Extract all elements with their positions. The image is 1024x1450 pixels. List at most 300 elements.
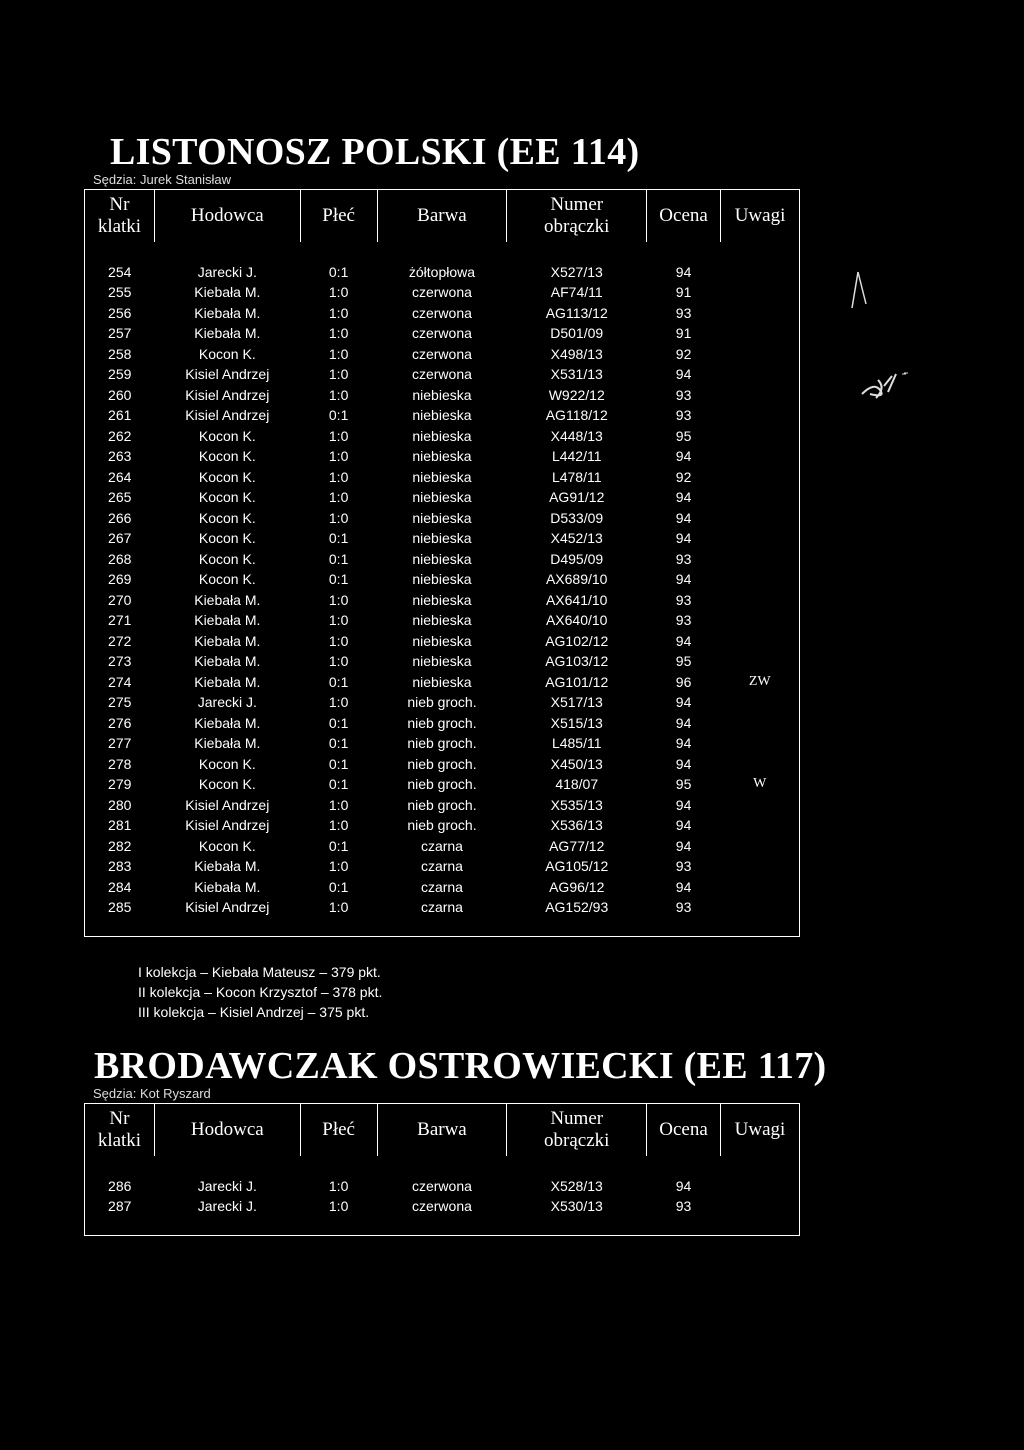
cell-numer: AG91/12 xyxy=(549,489,605,505)
cell-numer: X528/13 xyxy=(550,1177,603,1194)
cell-ocena: 96 xyxy=(675,673,692,690)
header-nr-line1: Nr xyxy=(109,1107,130,1129)
cell-barwa: niebieska xyxy=(412,612,472,628)
header-nr-line2: klatki xyxy=(97,215,142,237)
header-plec: Płeć xyxy=(300,1104,377,1156)
cell-nr: 273 xyxy=(108,653,132,669)
cell-ocena: 93 xyxy=(675,304,692,321)
cell-hodowca: Kocon K. xyxy=(198,448,256,464)
cell-uwagi xyxy=(721,856,800,877)
table-row xyxy=(85,836,800,857)
cell-uwagi xyxy=(721,487,800,508)
cell-barwa: czarna xyxy=(420,899,463,915)
table-row xyxy=(85,897,800,918)
cell-nr: 282 xyxy=(108,837,132,854)
cell-ocena: 93 xyxy=(675,550,692,567)
cell-nr: 287 xyxy=(108,1198,132,1214)
cell-hodowca: Kiebała M. xyxy=(194,632,261,649)
cell-nr: 280 xyxy=(108,796,132,813)
cell-numer: AG103/12 xyxy=(545,653,609,669)
cell-uwagi xyxy=(721,344,800,365)
table-row xyxy=(85,282,800,303)
table-row xyxy=(85,692,800,713)
cell-ocena: 93 xyxy=(675,407,692,423)
cell-barwa: niebieska xyxy=(412,407,472,423)
cell-numer: X531/13 xyxy=(550,366,603,382)
cell-numer: AG113/12 xyxy=(545,304,608,321)
section-listonosz-polski xyxy=(84,132,800,937)
cell-numer: X515/13 xyxy=(550,714,603,731)
cell-ocena: 94 xyxy=(675,489,692,505)
section-title: BRODAWCZAK OSTROWIECKI (EE 117) xyxy=(94,1045,827,1087)
cell-numer: AG118/12 xyxy=(545,407,608,423)
cell-numer: X498/13 xyxy=(550,345,603,362)
results-table xyxy=(84,1103,800,1236)
cell-nr: 269 xyxy=(108,571,132,587)
cell-hodowca: Jarecki J. xyxy=(197,263,257,280)
header-numer-line2: obrączki xyxy=(544,1129,610,1151)
cell-numer: AX641/10 xyxy=(545,591,608,608)
cell-numer: X535/13 xyxy=(550,796,603,813)
cell-plec: 1:0 xyxy=(328,653,349,669)
table-row xyxy=(85,508,800,529)
cell-plec: 0:1 xyxy=(328,837,349,854)
cell-barwa: niebieska xyxy=(412,591,472,608)
cell-hodowca: Kocon K. xyxy=(198,468,256,485)
cell-numer: AX689/10 xyxy=(545,571,608,587)
cell-barwa: nieb groch. xyxy=(407,694,477,710)
cell-numer: AG105/12 xyxy=(545,858,609,874)
collection-line: III kolekcja – Kisiel Andrzej – 375 pkt. xyxy=(138,1004,370,1020)
cell-ocena: 94 xyxy=(675,796,692,813)
cell-numer: X527/13 xyxy=(550,263,603,280)
table-row xyxy=(85,323,800,344)
cell-numer: X530/13 xyxy=(550,1198,603,1214)
table-row xyxy=(85,364,800,385)
cell-nr: 268 xyxy=(108,550,132,567)
table-row xyxy=(85,590,800,611)
cell-plec: 1:0 xyxy=(328,1198,349,1214)
cell-plec: 0:1 xyxy=(328,550,349,567)
cell-numer: AG152/93 xyxy=(545,899,609,915)
cell-uwagi xyxy=(721,877,800,898)
header-ocena: Ocena xyxy=(647,190,721,242)
table-row xyxy=(85,405,800,426)
cell-uwagi xyxy=(721,754,800,775)
cell-uwagi xyxy=(721,1176,800,1197)
cell-plec: 1:0 xyxy=(328,489,349,505)
table-row xyxy=(85,672,800,693)
table-row xyxy=(85,487,800,508)
cell-uwagi xyxy=(721,713,800,734)
header-numer-line2: obrączki xyxy=(544,215,610,237)
cell-hodowca: Kisiel Andrzej xyxy=(185,899,270,915)
cell-nr: 254 xyxy=(108,263,132,280)
cell-numer: L478/11 xyxy=(551,468,602,485)
cell-uwagi xyxy=(721,426,800,447)
cell-hodowca: Jarecki J. xyxy=(197,1177,257,1194)
header-nr xyxy=(85,1104,155,1156)
cell-nr: 271 xyxy=(108,612,132,628)
cell-plec: 0:1 xyxy=(328,673,349,690)
table-row xyxy=(85,795,800,816)
cell-numer: L442/11 xyxy=(551,448,602,464)
cell-hodowca: Kiebała M. xyxy=(194,673,261,690)
cell-uwagi xyxy=(721,323,800,344)
cell-numer: AG77/12 xyxy=(549,837,605,854)
cell-ocena: 94 xyxy=(675,530,692,546)
header-nr-line2: klatki xyxy=(97,1129,142,1151)
cell-uwagi xyxy=(721,590,800,611)
cell-uwagi xyxy=(721,303,800,324)
cell-nr: 284 xyxy=(108,878,132,895)
header-uwagi: Uwagi xyxy=(721,190,800,242)
section-brodawczak-ostrowiecki xyxy=(84,1045,827,1236)
cell-barwa: niebieska xyxy=(412,448,472,464)
cell-uwagi xyxy=(721,733,800,754)
cell-nr: 266 xyxy=(108,509,132,526)
table-row xyxy=(85,446,800,467)
cell-barwa: nieb groch. xyxy=(407,714,477,731)
cell-uwagi xyxy=(721,897,800,918)
table-header-row xyxy=(85,190,800,242)
table-row xyxy=(85,385,800,406)
table-row xyxy=(85,569,800,590)
cell-plec: 0:1 xyxy=(328,407,349,423)
cell-barwa: niebieska xyxy=(412,489,472,505)
cell-barwa: nieb groch. xyxy=(407,817,477,833)
section-title: LISTONOSZ POLSKI (EE 114) xyxy=(110,131,640,173)
cell-numer: X517/13 xyxy=(550,694,603,710)
table-row xyxy=(85,651,800,672)
cell-nr: 279 xyxy=(108,776,132,792)
cell-hodowca: Kisiel Andrzej xyxy=(185,817,270,833)
cell-nr: 263 xyxy=(108,448,132,464)
cell-uwagi xyxy=(721,1196,800,1217)
cell-hodowca: Jarecki J. xyxy=(197,1198,257,1214)
cell-ocena: 92 xyxy=(675,468,692,485)
header-hodowca: Hodowca xyxy=(154,190,300,242)
cell-ocena: 94 xyxy=(675,735,692,751)
cell-hodowca: Kiebała M. xyxy=(194,653,261,669)
collections-summary xyxy=(138,962,382,1022)
cell-numer: AG96/12 xyxy=(549,878,605,895)
cell-uwagi xyxy=(721,508,800,529)
cell-ocena: 95 xyxy=(675,776,692,792)
cell-nr: 274 xyxy=(108,673,132,690)
cell-ocena: 93 xyxy=(675,858,692,874)
header-nr xyxy=(85,190,155,242)
table-row xyxy=(85,467,800,488)
cell-hodowca: Kocon K. xyxy=(198,550,256,567)
cell-numer: W922/12 xyxy=(548,386,605,403)
cell-plec: 0:1 xyxy=(328,878,349,895)
cell-plec: 1:0 xyxy=(328,796,349,813)
cell-barwa: czarna xyxy=(420,878,463,895)
header-barwa: Barwa xyxy=(377,190,507,242)
table-row xyxy=(85,610,800,631)
cell-numer: L485/11 xyxy=(551,735,602,751)
cell-hodowca: Kiebała M. xyxy=(194,858,261,874)
cell-nr: 265 xyxy=(108,489,132,505)
cell-ocena: 94 xyxy=(675,714,692,731)
cell-barwa: niebieska xyxy=(412,386,472,403)
cell-plec: 1:0 xyxy=(328,1177,349,1194)
cell-plec: 0:1 xyxy=(328,714,349,731)
cell-numer: X536/13 xyxy=(550,817,603,833)
cell-barwa: niebieska xyxy=(412,571,472,587)
table-row xyxy=(85,631,800,652)
cell-barwa: niebieska xyxy=(412,530,472,546)
cell-ocena: 94 xyxy=(675,509,692,526)
cell-numer: D495/09 xyxy=(550,550,604,567)
cell-plec: 1:0 xyxy=(328,612,349,628)
cell-ocena: 93 xyxy=(675,591,692,608)
table-row xyxy=(85,815,800,836)
cell-plec: 1:0 xyxy=(328,366,349,382)
cell-plec: 0:1 xyxy=(328,735,349,751)
cell-nr: 276 xyxy=(108,714,132,731)
header-hodowca: Hodowca xyxy=(154,1104,300,1156)
cell-nr: 275 xyxy=(108,694,132,710)
cell-ocena: 94 xyxy=(675,694,692,710)
cell-plec: 1:0 xyxy=(328,817,349,833)
cell-nr: 285 xyxy=(108,899,132,915)
table-row xyxy=(85,856,800,877)
table-row xyxy=(85,426,800,447)
cell-plec: 1:0 xyxy=(328,386,349,403)
cell-ocena: 91 xyxy=(675,325,692,341)
cell-nr: 270 xyxy=(108,591,132,608)
cell-barwa: niebieska xyxy=(412,653,472,669)
cell-barwa: nieb groch. xyxy=(407,735,477,751)
cell-barwa: niebieska xyxy=(412,550,472,567)
header-numer-line1: Numer xyxy=(550,193,604,215)
cell-hodowca: Kiebała M. xyxy=(194,612,261,628)
cell-hodowca: Kocon K. xyxy=(198,530,256,546)
cell-uwagi xyxy=(721,528,800,549)
cell-barwa: niebieska xyxy=(412,427,472,444)
cell-ocena: 93 xyxy=(675,1198,692,1214)
cell-nr: 262 xyxy=(108,427,132,444)
cell-numer: AG101/12 xyxy=(545,673,609,690)
judge-line: Sędzia: Kot Ryszard xyxy=(93,1086,211,1101)
cell-hodowca: Kisiel Andrzej xyxy=(185,386,270,403)
table-body xyxy=(85,242,800,937)
cell-nr: 258 xyxy=(108,345,132,362)
cell-hodowca: Kocon K. xyxy=(198,755,256,772)
cell-nr: 286 xyxy=(108,1177,132,1194)
cell-uwagi xyxy=(721,795,800,816)
cell-ocena: 93 xyxy=(675,899,692,915)
cell-nr: 272 xyxy=(108,632,132,649)
table-row xyxy=(85,733,800,754)
cell-barwa: nieb groch. xyxy=(407,776,477,792)
collection-line: I kolekcja – Kiebała Mateusz – 379 pkt. xyxy=(138,964,381,980)
cell-numer: AG102/12 xyxy=(545,632,609,649)
cell-barwa: niebieska xyxy=(412,632,472,649)
cell-barwa: czerwona xyxy=(411,1198,472,1214)
cell-plec: 1:0 xyxy=(328,448,349,464)
header-numer xyxy=(507,190,647,242)
cell-plec: 1:0 xyxy=(328,325,349,341)
cell-nr: 259 xyxy=(108,366,132,382)
collection-line: II kolekcja – Kocon Krzysztof – 378 pkt. xyxy=(138,984,383,1000)
cell-numer: D501/09 xyxy=(550,325,604,341)
cell-uwagi xyxy=(721,631,800,652)
cell-hodowca: Kocon K. xyxy=(198,509,256,526)
cell-numer: AF74/11 xyxy=(550,284,603,300)
cell-nr: 281 xyxy=(108,817,132,833)
cell-hodowca: Kiebała M. xyxy=(194,591,261,608)
cell-numer: 418/07 xyxy=(555,776,599,792)
header-uwagi: Uwagi xyxy=(721,1104,800,1156)
cell-plec: 1:0 xyxy=(328,632,349,649)
cell-plec: 1:0 xyxy=(328,427,349,444)
cell-uwagi xyxy=(721,262,800,283)
cell-uwagi: W xyxy=(753,776,767,791)
cell-plec: 0:1 xyxy=(328,755,349,772)
cell-barwa: niebieska xyxy=(412,673,472,690)
cell-ocena: 94 xyxy=(675,571,692,587)
cell-ocena: 94 xyxy=(675,263,692,280)
cell-hodowca: Kiebała M. xyxy=(194,878,261,895)
table-header-row xyxy=(85,1104,800,1156)
cell-plec: 1:0 xyxy=(328,858,349,874)
header-nr-line1: Nr xyxy=(109,193,130,215)
cell-ocena: 95 xyxy=(675,653,692,669)
table-row xyxy=(85,528,800,549)
cell-uwagi xyxy=(721,569,800,590)
cell-barwa: nieb groch. xyxy=(407,796,477,813)
cell-nr: 260 xyxy=(108,386,132,403)
header-numer-line1: Numer xyxy=(550,1107,604,1129)
cell-nr: 283 xyxy=(108,858,132,874)
cell-uwagi xyxy=(721,815,800,836)
cell-hodowca: Kiebała M. xyxy=(194,284,261,300)
cell-numer: AX640/10 xyxy=(545,612,608,628)
cell-nr: 267 xyxy=(108,530,132,546)
cell-hodowca: Kiebała M. xyxy=(194,714,261,731)
cell-hodowca: Kisiel Andrzej xyxy=(185,407,270,423)
cell-plec: 0:1 xyxy=(328,263,349,280)
cell-nr: 257 xyxy=(108,325,132,341)
cell-hodowca: Kocon K. xyxy=(198,345,256,362)
cell-ocena: 94 xyxy=(675,817,692,833)
handwritten-mark-icon xyxy=(846,270,946,410)
cell-barwa: czarna xyxy=(420,837,463,854)
cell-barwa: czerwona xyxy=(411,325,472,341)
cell-ocena: 91 xyxy=(675,284,692,300)
header-plec: Płeć xyxy=(300,190,377,242)
cell-hodowca: Kocon K. xyxy=(198,571,256,587)
cell-ocena: 94 xyxy=(675,755,692,772)
cell-uwagi xyxy=(721,467,800,488)
cell-uwagi xyxy=(721,836,800,857)
cell-uwagi xyxy=(721,610,800,631)
judge-line: Sędzia: Jurek Stanisław xyxy=(93,172,232,187)
cell-uwagi xyxy=(721,446,800,467)
cell-numer: X452/13 xyxy=(550,530,603,546)
cell-uwagi xyxy=(721,549,800,570)
cell-numer: X450/13 xyxy=(550,755,603,772)
header-ocena: Ocena xyxy=(647,1104,721,1156)
cell-ocena: 95 xyxy=(675,427,692,444)
table-row xyxy=(85,713,800,734)
table-body xyxy=(85,1156,800,1236)
cell-ocena: 93 xyxy=(675,386,692,403)
cell-hodowca: Kisiel Andrzej xyxy=(185,366,270,382)
results-table xyxy=(84,189,800,937)
cell-hodowca: Kocon K. xyxy=(198,427,256,444)
cell-barwa: czerwona xyxy=(411,284,472,300)
cell-hodowca: Kiebała M. xyxy=(194,325,261,341)
cell-barwa: nieb groch. xyxy=(407,755,477,772)
cell-barwa: żółtopłowa xyxy=(408,263,476,280)
cell-nr: 256 xyxy=(108,304,132,321)
header-barwa: Barwa xyxy=(377,1104,507,1156)
cell-hodowca: Kisiel Andrzej xyxy=(185,796,270,813)
cell-hodowca: Kiebała M. xyxy=(194,735,261,751)
cell-ocena: 94 xyxy=(675,632,692,649)
cell-barwa: czerwona xyxy=(411,304,472,321)
cell-numer: D533/09 xyxy=(550,509,604,526)
cell-plec: 1:0 xyxy=(328,468,349,485)
cell-hodowca: Kiebała M. xyxy=(194,304,261,321)
cell-nr: 255 xyxy=(108,284,132,300)
cell-plec: 1:0 xyxy=(328,694,349,710)
cell-ocena: 94 xyxy=(675,878,692,895)
table-row xyxy=(85,774,800,795)
cell-hodowca: Jarecki J. xyxy=(197,694,257,710)
table-row xyxy=(85,262,800,283)
cell-ocena: 92 xyxy=(675,345,692,362)
cell-nr: 277 xyxy=(108,735,132,751)
cell-hodowca: Kocon K. xyxy=(198,837,256,854)
cell-uwagi xyxy=(721,364,800,385)
cell-uwagi xyxy=(721,385,800,406)
cell-ocena: 94 xyxy=(675,448,692,464)
cell-ocena: 94 xyxy=(675,1177,692,1194)
cell-uwagi xyxy=(721,651,800,672)
header-numer xyxy=(507,1104,647,1156)
cell-barwa: czerwona xyxy=(411,1177,472,1194)
cell-plec: 1:0 xyxy=(328,509,349,526)
cell-nr: 278 xyxy=(108,755,132,772)
cell-plec: 1:0 xyxy=(328,591,349,608)
cell-uwagi xyxy=(721,282,800,303)
cell-plec: 1:0 xyxy=(328,345,349,362)
cell-barwa: niebieska xyxy=(412,468,472,485)
cell-barwa: czerwona xyxy=(411,366,472,382)
cell-uwagi xyxy=(721,405,800,426)
cell-plec: 1:0 xyxy=(328,899,349,915)
table-row xyxy=(85,303,800,324)
cell-hodowca: Kocon K. xyxy=(198,489,256,505)
cell-barwa: niebieska xyxy=(412,509,472,526)
cell-uwagi: ZW xyxy=(748,673,771,689)
cell-uwagi xyxy=(721,692,800,713)
cell-ocena: 94 xyxy=(675,837,692,854)
cell-nr: 261 xyxy=(108,407,132,423)
table-row xyxy=(85,344,800,365)
table-row xyxy=(85,877,800,898)
cell-barwa: czerwona xyxy=(411,345,472,362)
cell-ocena: 94 xyxy=(675,366,692,382)
cell-plec: 0:1 xyxy=(328,776,349,792)
cell-plec: 0:1 xyxy=(328,571,349,587)
cell-plec: 1:0 xyxy=(328,304,349,321)
